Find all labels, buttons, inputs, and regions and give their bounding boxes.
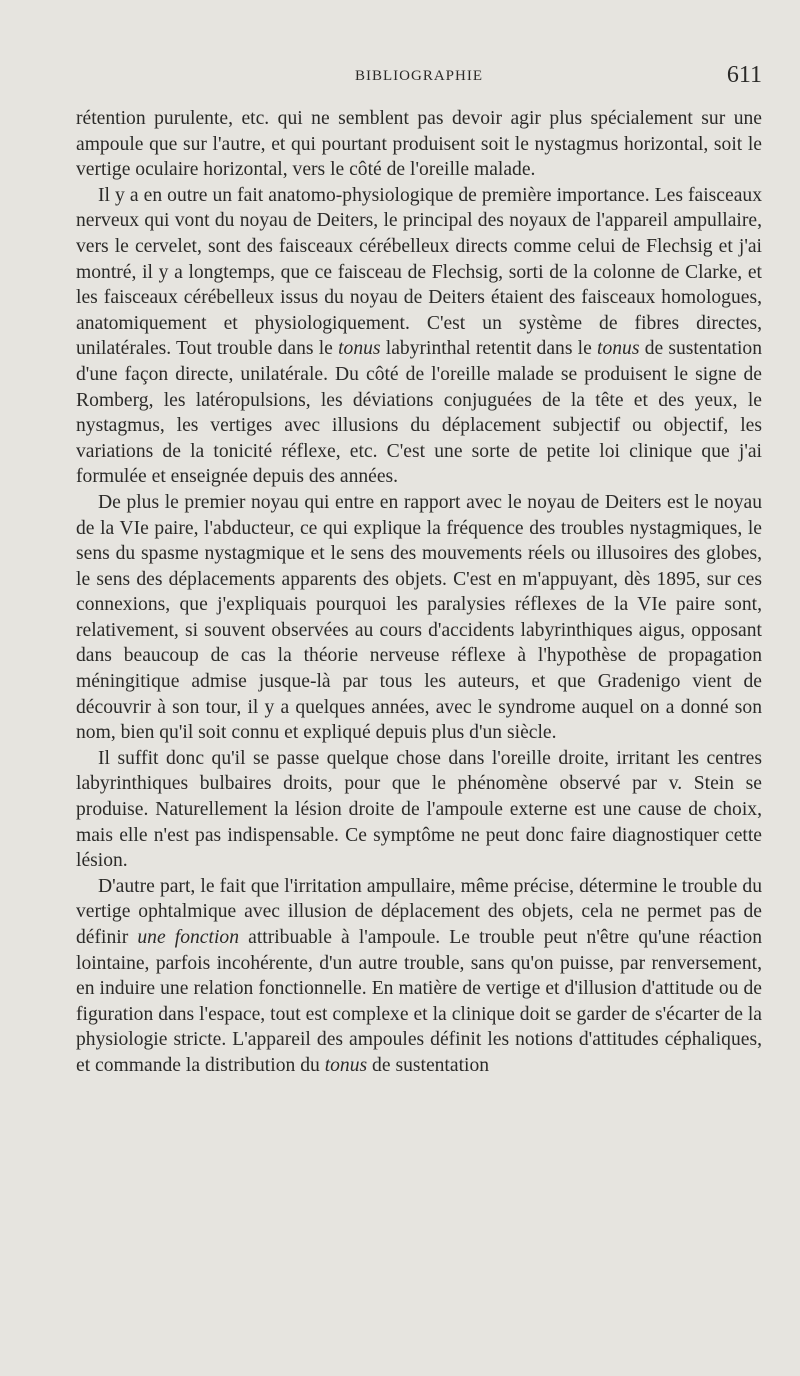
page-number: 611 [726, 62, 762, 88]
text-run: rétention purulente, etc. qui ne semblent pas devoir agir plus spécialement sur une ampoule que sur l'autre, et qui pourtant produisent soit le nystagmus horizontal, soit le vertige oculaire horizontal, vers le côté de l'oreille malade. [76, 108, 762, 181]
text-run: attribuable à l'ampoule. Le trouble peut n'être qu'une réaction lointaine, parfois incohérente, d'un autre trouble, sans qu'on puisse, par renversement, en induire une relation fonctionnelle. En matière de vertige et d'illusion d'attitude ou de figuration dans l'espace, tout est complexe et la clinique doit se garder de s'écarter de la physiologie stricte. L'appareil des ampoules définit les notions d'attitudes céphaliques, et commande la distribution du [76, 927, 762, 1076]
paragraph [76, 874, 762, 1079]
italic-run: tonus [597, 338, 640, 360]
paragraph [76, 183, 762, 490]
text-run: Il y a en outre un fait anatomo-physiologique de première importance. Les faisceaux nerveux qui vont du noyau de Deiters, le principal des noyaux de l'appareil ampullaire, vers le cervelet, sont des faisceaux cérébelleux directs comme celui de Flechsig et j'ai montré, il y a longtemps, que ce faisceau de Flechsig, sorti de la colonne de Clarke, et les faisceaux cérébelleux issus du noyau de Deiters étaient des faisceaux homologues, anatomiquement et physiologiquement. C'est un système de fibres directes, unilatérales. Tout trouble dans le [76, 184, 762, 360]
paragraph [76, 490, 762, 746]
text-run: labyrinthal retentit dans le [380, 338, 598, 360]
page-header [76, 62, 762, 98]
text-run: Il suffit donc qu'il se passe quelque chose dans l'oreille droite, irritant les centres labyrinthiques bulbaires droits, pour que le phénomène observé par v. Stein se produise. Naturellement la lésion droite de l'ampoule externe est une cause de choix, mais elle n'est pas indispensable. Ce symptôme ne peut donc faire diagnostiquer cette lésion. [76, 747, 762, 872]
text-run: de sustentation d'une façon directe, unilatérale. Du côté de l'oreille malade se produisent le signe de Romberg, les latéropulsions, les déviations conjuguées de la tête et des yeux, le nystagmus, les vertiges avec illusions du déplacement subjectif ou objectif, les variations de la tonicité réflexe, etc. C'est une sorte de petite loi clinique que j'ai formulée et enseignée depuis des années. [76, 338, 762, 488]
running-title: BIBLIOGRAPHIE [355, 68, 483, 84]
text-run: de sustentation [367, 1054, 490, 1076]
paragraph [76, 746, 762, 874]
paragraph [76, 106, 762, 183]
text-run: D'autre part, le fait que l'irritation ampullaire, même précise, détermine le trouble du vertige ophtalmique avec illusion de déplacement des objets, cela ne permet pas de définir [76, 875, 762, 948]
italic-run: tonus [324, 1054, 368, 1076]
italic-run: une fonction [137, 927, 239, 948]
text-run: De plus le premier noyau qui entre en rapport avec le noyau de Deiters est le noyau de la VIe paire, l'abducteur, ce qui explique la fréquence des troubles nystagmiques, le sens du spasme nystagmique et le sens des mouvements réels ou illusoires des globes, le sens des déplacements apparents des objets. C'est en m'appuyant, dès 1895, sur ces connexions, que j'expliquais pourquoi les paralysies réflexes de la VIe paire sont, relativement, si souvent observées au cours d'accidents labyrinthiques aigus, opposant dans beaucoup de cas la théorie nerveuse réflexe à l'hypothèse de propagation méningitique admise jusque-là par tous les auteurs, et que Gradenigo vient de découvrir à son tour, il y a quelques années, avec le syndrome auquel on a donné son nom, bien qu'il soit connu et expliqué depuis plus d'un siècle. [76, 491, 762, 744]
italic-run: tonus [338, 338, 381, 360]
body-text [76, 106, 762, 1079]
